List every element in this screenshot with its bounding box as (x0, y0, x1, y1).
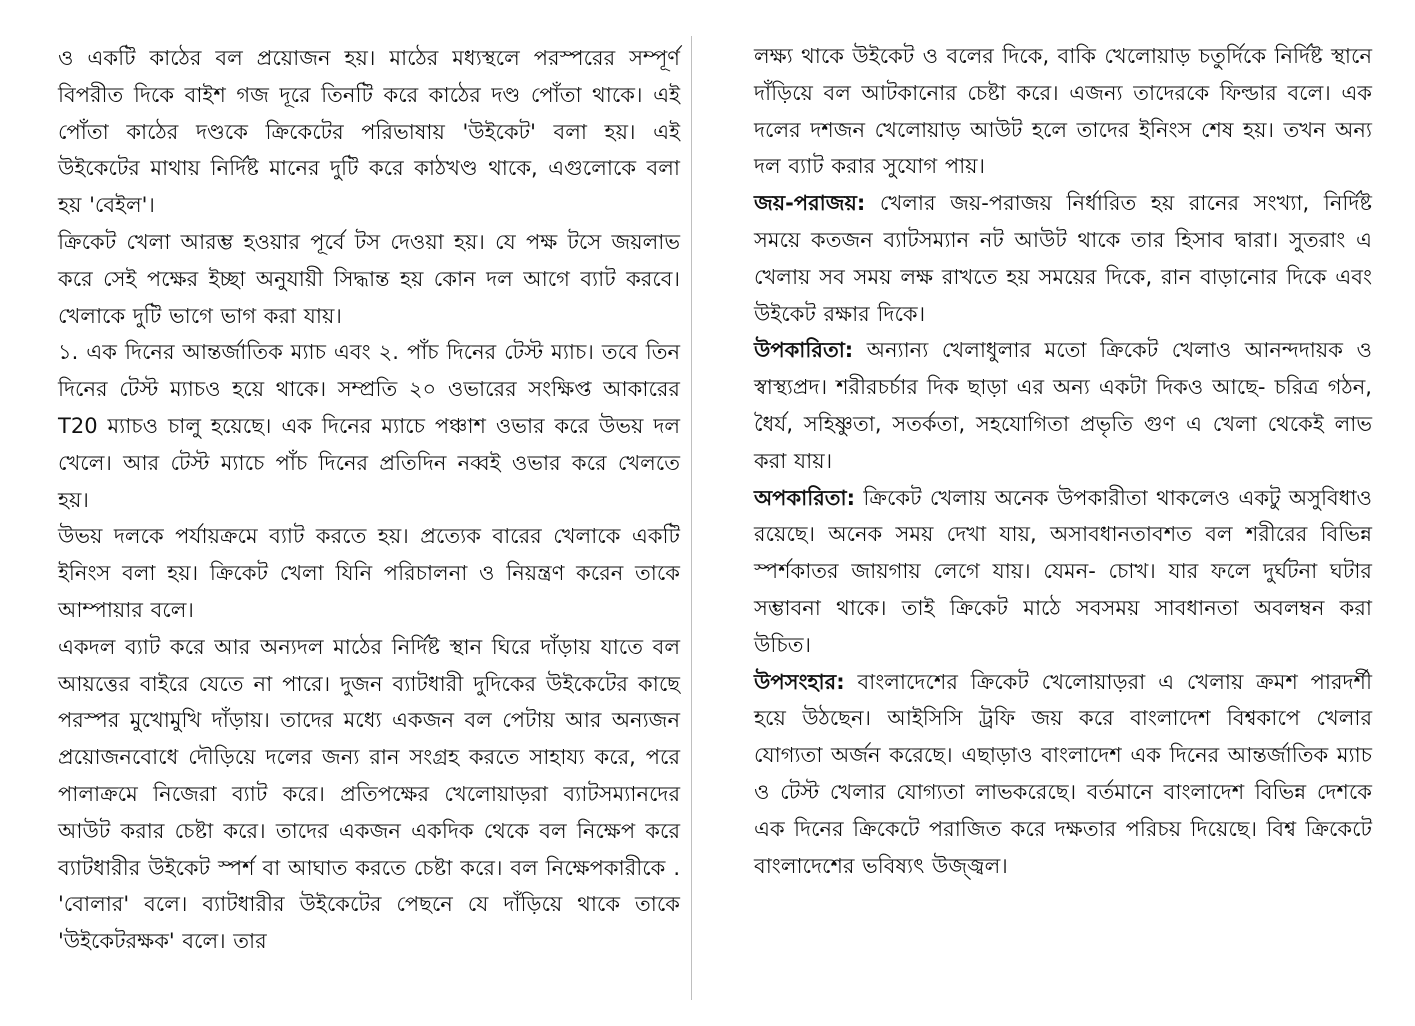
column-divider (691, 36, 692, 1000)
right-column (754, 38, 1372, 884)
paragraph: উভয় দলকে পর্যায়ক্রমে ব্যাট করতে হয়। প্রত্যেক বারের খেলাকে একটি ইনিংস বলা হয়। ক্রিকেট খেলা যিনি পরিচালনা ও নিয়ন্ত্রণ করেন তাকে আম্পায়ার বলে। (58, 524, 680, 622)
section-text: ক্রিকেট খেলায় অনেক উপকারীতা থাকলেও একটু অসুবিধাও রয়েছে। অনেক সময় দেখা যায়, অসাবধানতাবশত বল শরীরের বিভিন্ন স্পর্শকাতর জায়গায় লেগে যায়। যেমন- চোখ। যার ফলে দুর্ঘটনা ঘটার সম্ভাবনা থাকে। তাই ক্রিকেট মাঠে সবসময় সাবধানতা অবলম্বন করা উচিত। (754, 485, 1372, 657)
section-conclusion (754, 664, 1372, 885)
section-win-loss (754, 185, 1372, 332)
paragraph: ক্রিকেট খেলা আরম্ভ হওয়ার পূর্বে টস দেওয়া হয়। যে পক্ষ টসে জয়লাভ করে সেই পক্ষের ইচ্ছা অনুযায়ী সিদ্ধান্ত হয় কোন দল আগে ব্যাট করবে। খেলাকে দুটি ভাগে ভাগ করা যায়। (58, 229, 680, 328)
section-harms (754, 480, 1372, 664)
section-text: অন্যান্য খেলাধুলার মতো ক্রিকেট খেলাও আনন্দদায়ক ও স্বাস্থ্যপ্রদ। শরীরচর্চার দিক ছাড়া এর অন্য একটা দিকও আছে- চরিত্র গঠন, ধৈর্য, সহিষ্ণুতা, সতর্কতা, সহযোগিতা প্রভৃতি গুণ এ খেলা থেকেই লাভ করা যায়। (754, 338, 1372, 473)
section-benefits (754, 332, 1372, 479)
section-text: খেলার জয়-পরাজয় নির্ধারিত হয় রানের সংখ্যা, নির্দিষ্ট সময়ে কতজন ব্যাটসম্যান নট আউট থাকে তার হিসাব দ্বারা। সুতরাং এ খেলায় সব সময় লক্ষ রাখতে হয় সময়ের দিকে, রান বাড়ানোর দিকে এবং উইকেট রক্ষার দিকে। (754, 191, 1372, 326)
section-text: বাংলাদেশের ক্রিকেট খেলোয়াড়রা এ খেলায় ক্রমশ পারদর্শী হয়ে উঠছেন। আইসিসি ট্রফি জয় করে বাংলাদেশ বিশ্বকাপে খেলার যোগ্যতা অর্জন করেছে। এছাড়াও বাংলাদেশ এক দিনের আন্তর্জাতিক ম্যাচ ও টেস্ট খেলার যোগ্যতা লাভকরেছে। বর্তমানে বাংলাদেশ বিভিন্ন দেশকে এক দিনের ক্রিকেটে পরাজিত করে দক্ষতার পরিচয় দিয়েছে। বিশ্ব ক্রিকেটে বাংলাদেশের ভবিষ্যৎ উজ্জ্বল। (754, 669, 1372, 878)
section-heading: উপসংহার: (754, 669, 845, 694)
section-heading: অপকারিতা: (754, 485, 856, 510)
paragraph: লক্ষ্য থাকে উইকেট ও বলের দিকে, বাকি খেলোয়াড় চতুর্দিকে নির্দিষ্ট স্থানে দাঁড়িয়ে বল আটকানোর চেষ্টা করে। এজন্য তাদেরকে ফিল্ডার বলে। এক দলের দশজন খেলোয়াড় আউট হলে তাদের ইনিংস শেষ হয়। তখন অন্য দল ব্যাট করার সুযোগ পায়। (754, 44, 1372, 179)
section-heading: জয়-পরাজয়: (754, 191, 866, 216)
section-heading: উপকারিতা: (754, 338, 854, 363)
paragraph: একদল ব্যাট করে আর অন্যদল মাঠের নির্দিষ্ট স্থান ঘিরে দাঁড়ায় যাতে বল আয়ত্তের বাইরে যেতে না পারে। দুজন ব্যাটধারী দুদিকের উইকেটের কাছে পরস্পর মুখোমুখি দাঁড়ায়। তাদের মধ্যে একজন বল পেটায় আর অন্যজন প্রয়োজনবোধে দৌড়িয়ে দলের জন্য রান সংগ্রহ করতে সাহায্য করে, পরে পালাক্রমে নিজেরা ব্যাট করে। প্রতিপক্ষের খেলোয়াড়রা ব্যাটসম্যানদের আউট করার চেষ্টা করে। তাদের একজন একদিক থেকে বল নিক্ষেপ করে ব্যাটধারীর উইকেট স্পর্শ বা আঘাত করতে চেষ্টা করে। বল নিক্ষেপকারীকে . 'বোলার' বলে। ব্যাটধারীর উইকেটের পেছনে যে দাঁড়িয়ে থাকে তাকে 'উইকেটরক্ষক' বলে। তার (58, 634, 680, 954)
left-column (58, 40, 680, 960)
paragraph: ১. এক দিনের আন্তর্জাতিক ম্যাচ এবং ২. পাঁচ দিনের টেস্ট ম্যাচ। তবে তিন দিনের টেস্ট ম্যাচও হয়ে থাকে। সম্প্রতি ২০ ওভারের সংক্ষিপ্ত আকারের T20 ম্যাচও চালু হয়েছে। এক দিনের ম্যাচে পঞ্চাশ ওভার করে উভয় দল খেলে। আর টেস্ট ম্যাচে পাঁচ দিনের প্রতিদিন নব্বই ওভার করে খেলতে হয়। (58, 340, 680, 512)
paragraph: ও একটি কাঠের বল প্রয়োজন হয়। মাঠের মধ্যস্থলে পরস্পরের সম্পূর্ণ বিপরীত দিকে বাইশ গজ দূরে তিনটি করে কাঠের দণ্ড পোঁতা থাকে। এই পোঁতা কাঠের দণ্ডকে ক্রিকেটের পরিভাষায় 'উইকেট' বলা হয়। এই উইকেটের মাথায় নির্দিষ্ট মানের দুটি করে কাঠখণ্ড থাকে, এগুলোকে বলা হয় 'বেইল'। (58, 46, 680, 218)
